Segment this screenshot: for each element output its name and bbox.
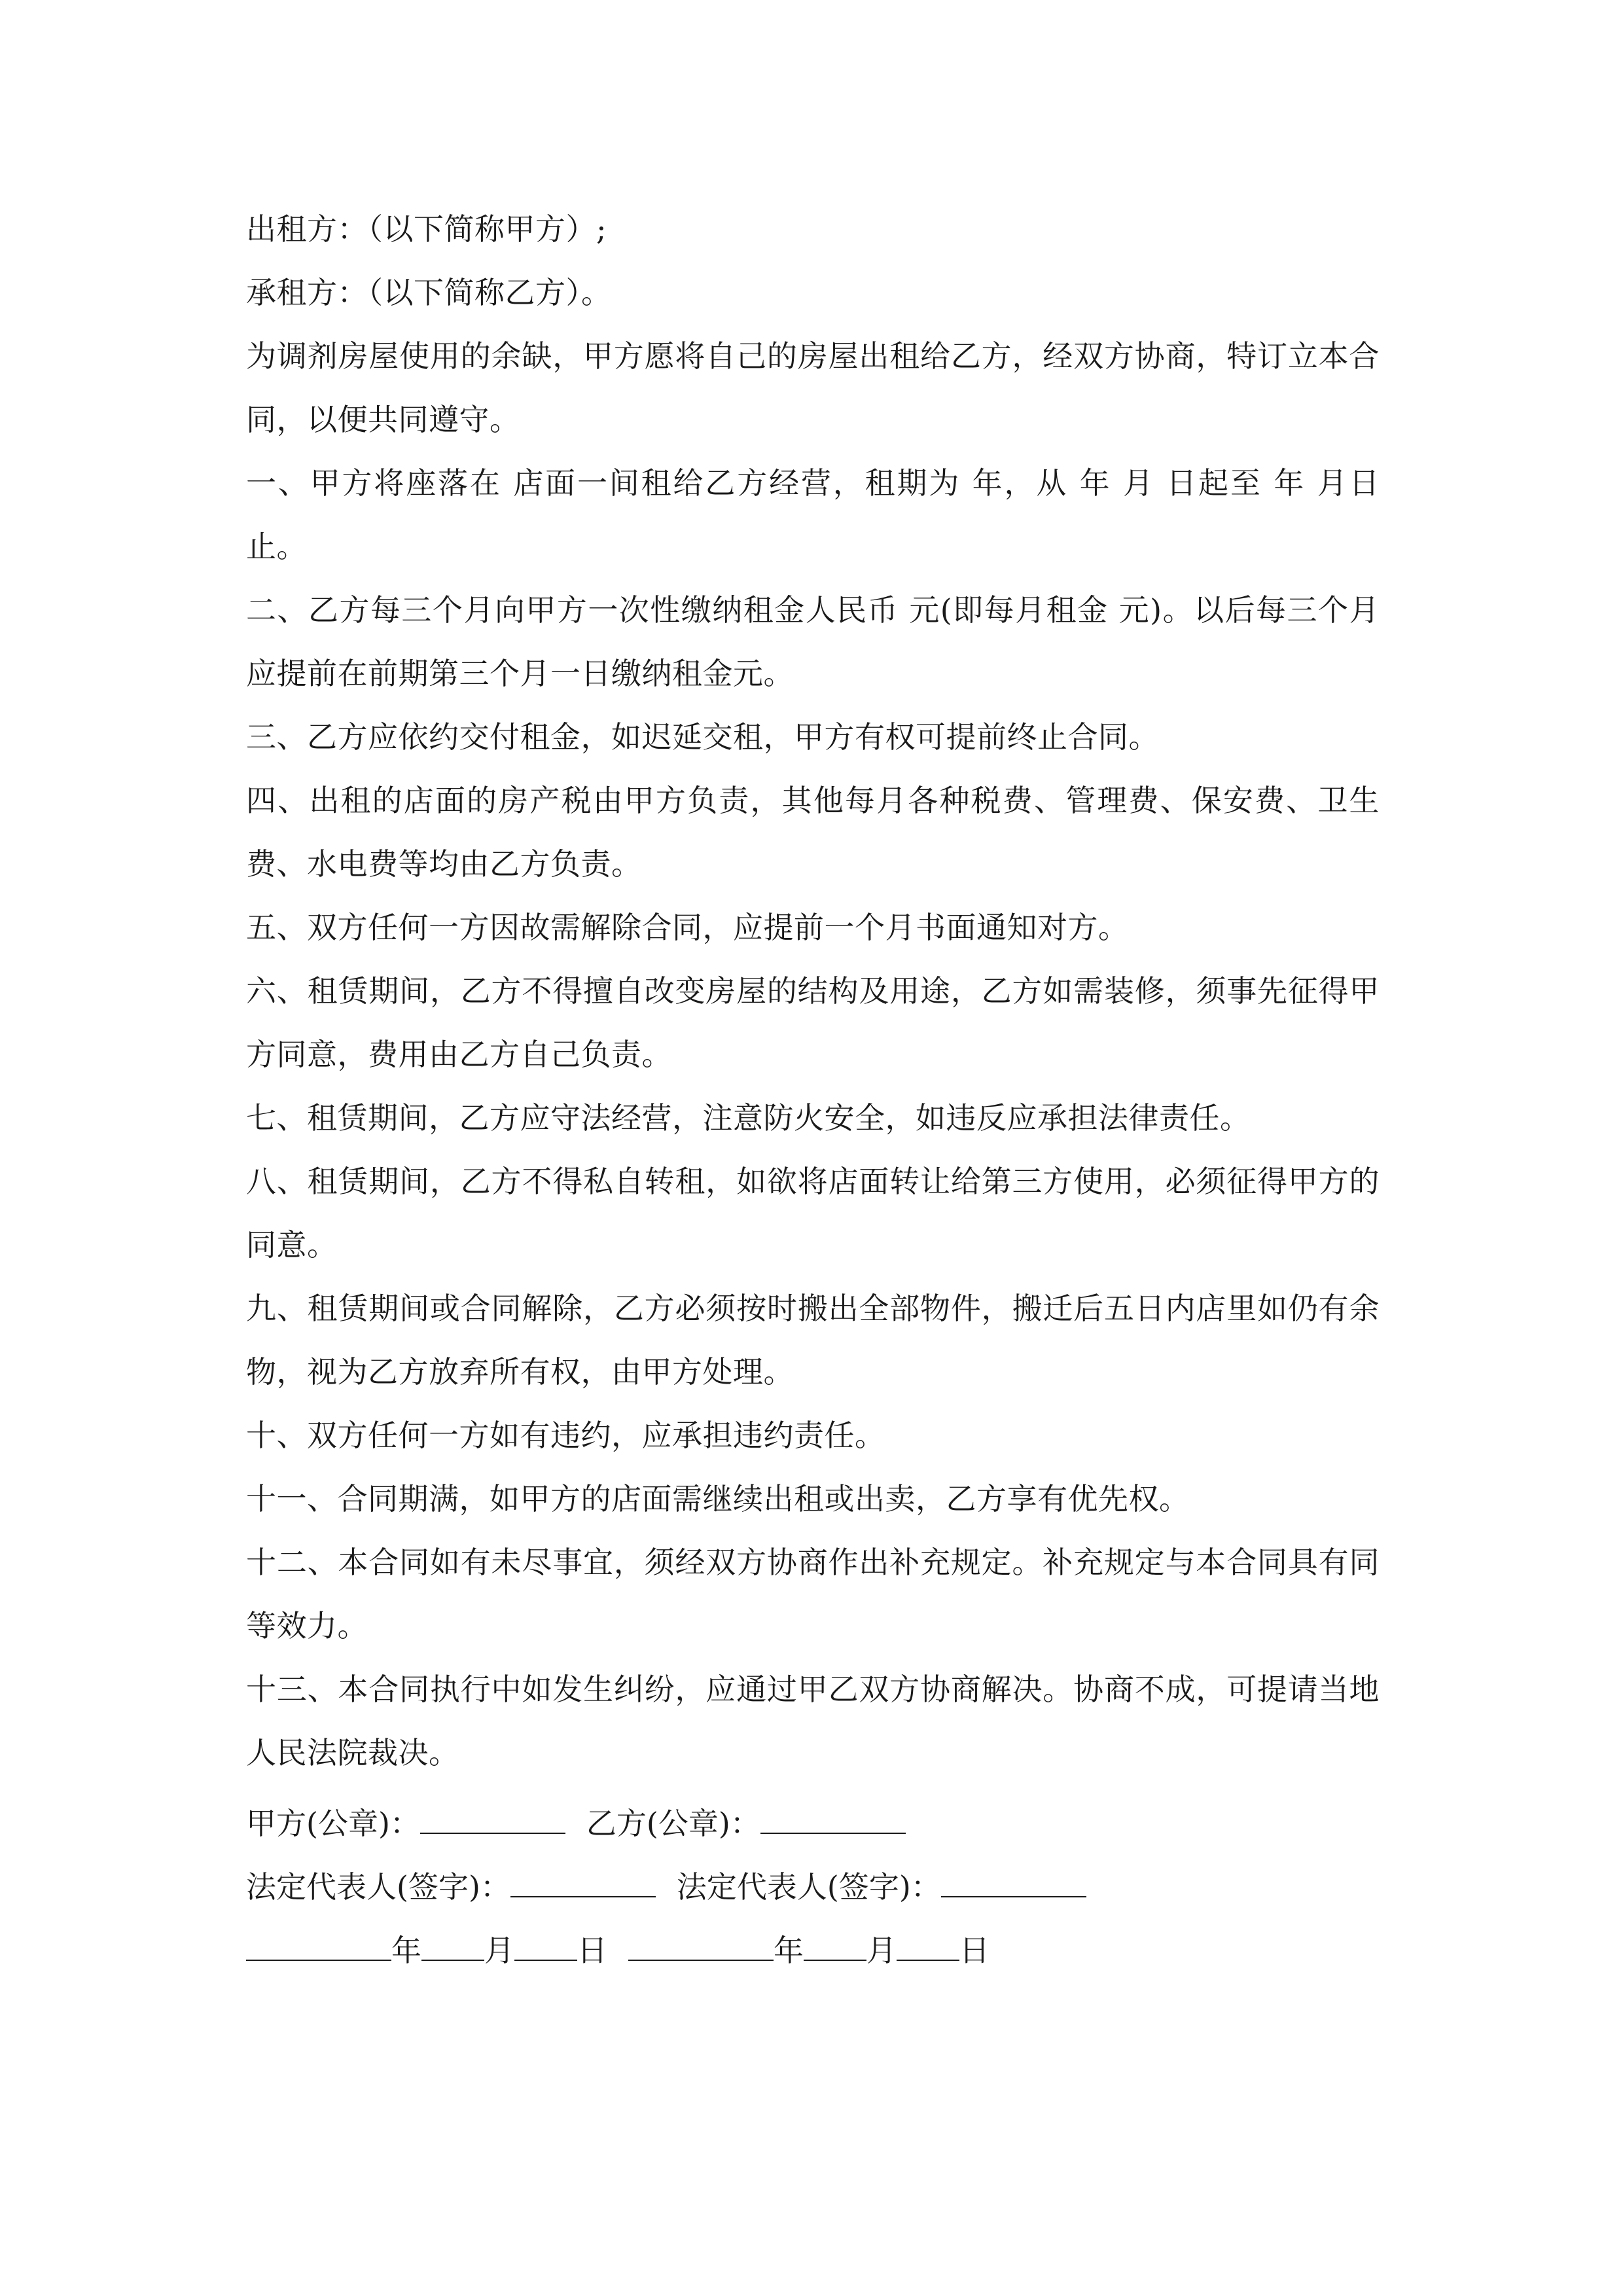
clause-2: 二、乙方每三个月向甲方一次性缴纳租金人民币 元(即每月租金 元)。以后每三个月应提前在前期第三个月一日缴纳租金元。 (246, 592, 1380, 691)
clause-7: 七、租赁期间，乙方应守法经营，注意防火安全，如违反应承担法律责任。 (246, 1100, 1251, 1136)
party-b-seal-blank (760, 1810, 906, 1834)
party-a-seal-label: 甲方(公章)： (246, 1806, 420, 1841)
clause-8: 八、租赁期间，乙方不得私自转租，如欲将店面转让给第三方使用，必须征得甲方的同意。 (246, 1164, 1380, 1263)
clause-4: 四、出租的店面的房产税由甲方负责，其他每月各种税费、管理费、保安费、卫生费、水电费等均由乙方负责。 (246, 783, 1380, 882)
contract-body (246, 198, 1380, 1785)
party-a-day-label: 日 (577, 1933, 607, 1968)
party-b-rep-blank (941, 1874, 1086, 1897)
clause-9: 九、租赁期间或合同解除，乙方必须按时搬出全部物件，搬迁后五日内店里如仍有余物，视为乙方放弃所有权，由甲方处理。 (246, 1291, 1380, 1390)
seal-line (246, 1792, 1380, 1856)
party-a-year-blank (246, 1937, 391, 1961)
party-a-rep-label: 法定代表人(签字)： (246, 1869, 510, 1905)
paragraph-lessee: 承租方：（以下简称乙方）。 (246, 275, 612, 310)
clause-11: 十一、合同期满，如甲方的店面需继续出租或出卖，乙方享有优先权。 (246, 1481, 1190, 1516)
clause-13: 十三、本合同执行中如发生纠纷，应通过甲乙双方协商解决。协商不成，可提请当地人民法院裁决。 (246, 1672, 1380, 1770)
date-line (246, 1919, 1380, 1982)
party-b-year-label: 年 (774, 1933, 804, 1968)
representative-line (246, 1856, 1380, 1919)
party-a-day-blank (514, 1937, 577, 1961)
clause-3: 三、乙方应依约交付租金，如迟延交租，甲方有权可提前终止合同。 (246, 719, 1159, 755)
party-a-year-label: 年 (391, 1933, 421, 1968)
party-a-rep-blank (510, 1874, 656, 1897)
signature-block (246, 1792, 1380, 1982)
party-b-day-blank (897, 1937, 959, 1961)
party-a-seal-blank (420, 1810, 565, 1834)
party-b-year-blank (628, 1937, 774, 1961)
clause-1: 一、甲方将座落在 店面一间租给乙方经营，租期为 年，从 年 月 日起至 年 月日止。 (246, 465, 1380, 564)
party-b-month-label: 月 (866, 1933, 897, 1968)
clause-5: 五、双方任何一方因故需解除合同，应提前一个月书面通知对方。 (246, 910, 1129, 945)
party-b-day-label: 日 (959, 1933, 990, 1968)
clause-12: 十二、本合同如有未尽事宜，须经双方协商作出补充规定。补充规定与本合同具有同等效力。 (246, 1545, 1380, 1643)
paragraph-lessor: 出租方：（以下简称甲方）; (246, 211, 607, 247)
paragraph-preamble: 为调剂房屋使用的余缺，甲方愿将自己的房屋出租给乙方，经双方协商，特订立本合同，以便共同遵守。 (246, 338, 1380, 437)
party-b-rep-label: 法定代表人(签字)： (676, 1869, 941, 1905)
clause-6: 六、租赁期间，乙方不得擅自改变房屋的结构及用途，乙方如需装修，须事先征得甲方同意，费用由乙方自己负责。 (246, 973, 1380, 1072)
party-a-month-label: 月 (484, 1933, 514, 1968)
party-b-seal-label: 乙方(公章)： (586, 1806, 760, 1841)
party-a-month-blank (421, 1937, 484, 1961)
party-b-month-blank (804, 1937, 866, 1961)
clause-10: 十、双方任何一方如有违约，应承担违约责任。 (246, 1418, 885, 1453)
